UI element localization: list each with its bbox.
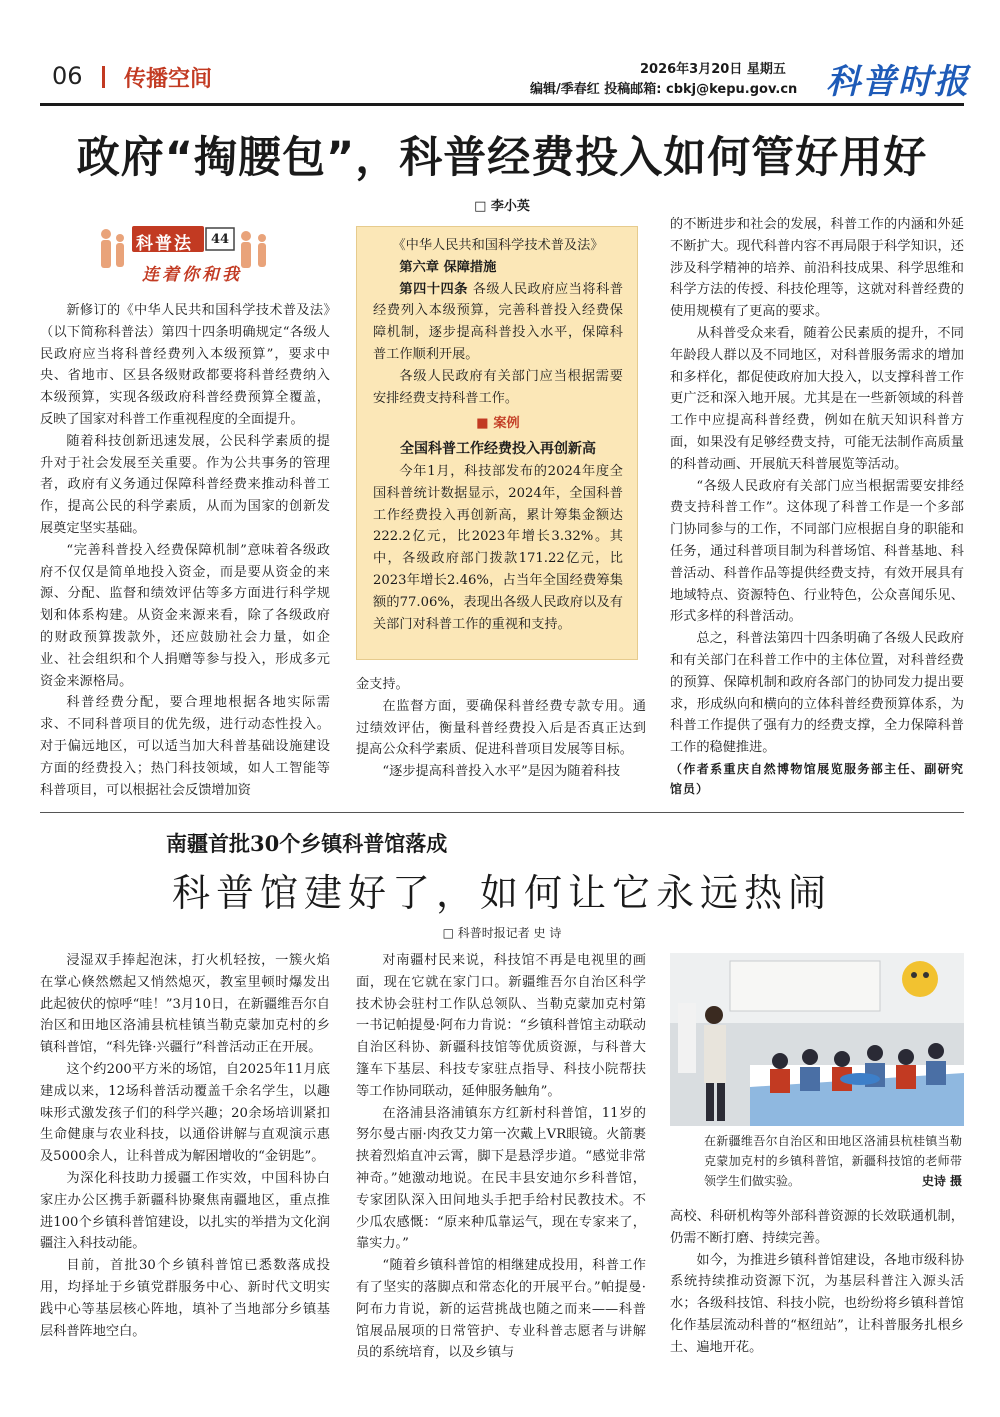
paragraph: “各级人民政府有关部门应当根据需要安排经费支持科普工作”。这体现了科普工作是一个多部门协同参与的工作，不同部门应根据自身的职能和任务，通过科普项目制为科普场馆、科普基地、科普活动、科普作品等提供经费支持，有效开展具有地域特点、资源特色、行业特色，公众喜闻乐见、形式多样的科普活动。 — [670, 478, 964, 625]
law-paragraph-2: 各级人民政府有关部门应当根据需要安排经费支持科普工作。 — [373, 368, 623, 406]
article-label: 第四十四条 — [399, 281, 468, 297]
paragraph: 对南疆村民来说，科技馆不再是电视里的画面，现在它就在家门口。新疆维吾尔自治区科学技术协会驻村工作队总领队、当勒克蒙加克村第一书记帕提曼·阿布力肯说：“乡镇科普馆主动联动自治区科协、新疆科技馆等优质资源，与科普大篷车下基层、科技专家驻点指导、科技小院帮扶等工作协同联动，延伸服务触角”。 — [356, 953, 646, 1099]
case-text: 今年1月，科技部发布的2024年度全国科普统计数据显示，2024年，全国科普工作经费投入再创新高，累计筹集金额达222.2亿元，比2023年增长3.32%。其中，各级政府部门拨款171.22亿元，比2023年增长2.46%，占当年全国经费筹集额的77.06%，表现出各级人民政府以及有关部门对科普工作的重视和支持。 — [373, 463, 623, 632]
logo-title: 科普法 — [136, 234, 193, 254]
paragraph: “完善科普投入经费保障机制”意味着各级政府不仅仅是简单地投入资金，而是要从资金的来源、分配、监督和绩效评估等多方面进行科学规划和体系构建。从资金来源来看，除了各级政府的财政预算拨款外，还应鼓励社会力量，如企业、社会组织和个人捐赠等参与投入，形成多元资金来源格局。 — [40, 542, 330, 689]
paragraph: 这个约200平方米的场馆，自2025年11月底建成以来，12场科普活动覆盖千余名学生，以趣味形式激发孩子们的科学兴趣；20余场培训紧扣生命健康与农业科技，以通俗讲解与直观演示惠及5000余人，让科普成为解困增收的“金钥匙”。 — [40, 1061, 330, 1165]
masthead-logo: 科普时报 — [826, 62, 970, 102]
photo-caption — [704, 1131, 962, 1191]
paragraph: 科普经费分配，要合理地根据各地实际需求、不同科普项目的优先级，进行动态性投入。对于偏远地区，可以适当加大科普基础设施建设方面的经费投入；热门科技领域，如人工智能等科普项目，可以根据社会反馈增加资 — [40, 695, 330, 798]
case-tag: ■ 案例 — [476, 416, 520, 432]
article2-column-2 — [356, 950, 646, 1364]
case-title: 全国科普工作经费投入再创新高 — [400, 441, 596, 458]
author-note: （作者系重庆自然博物馆展览服务部主任、副研究馆员） — [670, 761, 964, 796]
caption-text: 在新疆维吾尔自治区和田地区洛浦县杭桂镇当勒克蒙加克村的乡镇科普馆，新疆科技馆的老师带领学生们做实验。 — [704, 1134, 962, 1188]
article1-column-1 — [40, 300, 330, 801]
header-rule — [40, 103, 964, 106]
paragraph: 随着科技创新迅速发展，公民科学素质的提升对于社会发展至关重要。作为公共事务的管理者，政府有义务通过保障科普经费来推动科普工作，提高公民的科学素质，从而为国家的创新发展奠定坚实基础。 — [40, 433, 330, 536]
paragraph: 在监督方面，要确保科普经费专款专用。通过绩效评估，衡量科普经费投入后是否真正达到提高公众科学素质、促进科普项目发展等目标。 — [356, 698, 646, 758]
paragraph: 目前，首批30个乡镇科普馆已悉数落成投用，均择址于乡镇党群服务中心、新时代文明实践中心等基层核心阵地，填补了当地部分乡镇基层科普阵地空白。 — [40, 1258, 330, 1339]
paragraph: “逐步提高科普投入水平”是因为随着科技 — [382, 764, 621, 780]
chapter-title: 第六章 保障措施 — [399, 259, 497, 275]
article1-byline: □ 李小英 — [474, 199, 530, 214]
paragraph: 的不断进步和社会的发展，科普工作的内涵和外延不断扩大。现代科普内容不再局限于科学知识，还涉及科学精神的培养、前沿科技成果、科学思维和科学方法的传授、科技伦理等，这就对科普经费的使用规模有了更高的要求。 — [670, 217, 964, 320]
paragraph: “随着乡镇科普馆的相继建成投用，科普工作有了坚实的落脚点和常态化的开展平台。”帕提曼·阿布力肯说，新的运营挑战也随之而来——科普馆展品展项的日常管护、专业科普志愿者与讲解员的系统培育，以及乡镇与 — [356, 1258, 646, 1361]
law-article — [373, 279, 623, 366]
paragraph: 如今，为推进乡镇科普馆建设，各地市级科协系统持续推动资源下沉，为基层科普注入源头活水；各级科技馆、科技小院，也纷纷将乡镇科普馆化作基层流动科普的“枢纽站”，让科普服务扎根乡土、遍地开花。 — [670, 1252, 964, 1355]
paragraph: 为深化科技助力援疆工作实效，中国科协白家庄办公区携手新疆科协聚焦南疆地区，重点推进100个乡镇科普馆建设，以扎实的举措为文化润疆注入科技动能。 — [40, 1170, 330, 1252]
paragraph: 金支持。 — [356, 677, 409, 692]
editor-line: 编辑/季春红 投稿邮箱: cbkj@kepu.gov.cn — [530, 82, 798, 97]
logo-subtitle: 连着你和我 — [142, 265, 242, 285]
article2-subhead: 南疆首批30个乡镇科普馆落成 — [166, 831, 448, 856]
paragraph: 高校、科研机构等外部科普资源的长效联通机制，仍需不断打磨、持续完善。 — [670, 1209, 964, 1246]
article2-column-3 — [670, 1206, 964, 1359]
article2-headline: 科普馆建好了，如何让它永远热闹 — [171, 871, 832, 915]
article-text: 各级人民政府应当将科普经费列入本级预算，完善科普投入经费保障机制，逐步提高科普投入水平，保障科普工作顺利开展。 — [373, 281, 624, 362]
logo-number: 44 — [211, 232, 230, 247]
article1-column-2 — [356, 674, 646, 783]
news-photo — [670, 953, 964, 1126]
paragraph: 从科普受众来看，随着公民素质的提升，不同年龄段人群以及不同地区，对科普服务需求的增加和多样化，都促使政府加大投入，以支撑科普工作更广泛和深入地开展。尤其是在一些新领域的科普工作中应提高科普经费，例如在航天知识科普方面，如果没有足够经费支持，可能无法制作高质量的科普动画、开展航天科普展览等活动。 — [670, 325, 964, 472]
paragraph: 总之，科普法第四十四条明确了各级人民政府和有关部门在科普工作中的主体位置，对科普经费的预算、保障机制和政府各部门的协同发力提出要求，形成纵向和横向的立体科普经费预算体系，为科普工作提供了强有力的经费支撑，全力保障科普工作的稳健推进。 — [670, 631, 964, 756]
classroom-photo-illustration — [670, 953, 964, 1126]
article2-byline: □ 科普时报记者 史 诗 — [442, 926, 562, 940]
article2-column-1 — [40, 950, 330, 1342]
section-title: 传播空间 — [124, 67, 213, 92]
article-divider — [40, 812, 964, 813]
article1-headline: 政府“掏腰包”，科普经费投入如何管好用好 — [76, 133, 928, 183]
photo-credit: 史诗 摄 — [921, 1174, 962, 1188]
article1-column-3 — [670, 214, 964, 799]
law-title: 《中华人民共和国科学技术普及法》 — [392, 238, 604, 253]
law-sidebar-box — [356, 226, 638, 660]
issue-date: 2026年3月20日 星期五 — [640, 62, 786, 77]
header-divider — [102, 66, 105, 88]
column-logo — [96, 222, 276, 292]
paragraph: 新修订的《中华人民共和国科学技术普及法》（以下简称科普法）第四十四条明确规定“各级人民政府应当将科普经费列入本级预算”，要求中央、省地市、区县各级财政都要将科普经费纳入本级预算，实现各级政府科普经费预算全覆盖，反映了国家对科普工作重视程度的全面提升。 — [40, 303, 330, 427]
page-number: 06 — [52, 62, 83, 90]
paragraph: 浸湿双手捧起泡沫，打火机轻按，一簇火焰在掌心倏然燃起又悄然熄灭，教室里顿时爆发出此起彼伏的惊呼“哇！”3月10日，在新疆维吾尔自治区和田地区洛浦县杭桂镇当勒克蒙加克村的乡镇科普馆，“科先锋·兴疆行”科普活动正在开展。 — [40, 953, 330, 1056]
paragraph: 在洛浦县洛浦镇东方红新村科普馆，11岁的努尔曼古丽·肉孜艾力第一次戴上VR眼镜。火箭裹挟着烈焰直冲云霄，脚下是悬浮步道。“感觉非常神奇。”她激动地说。在民丰县安迪尔乡科普馆，专家团队深入田间地头手把手给村民教技术。不少瓜农感慨：“原来种瓜靠运气，现在专家来了，靠实力。” — [356, 1105, 646, 1252]
